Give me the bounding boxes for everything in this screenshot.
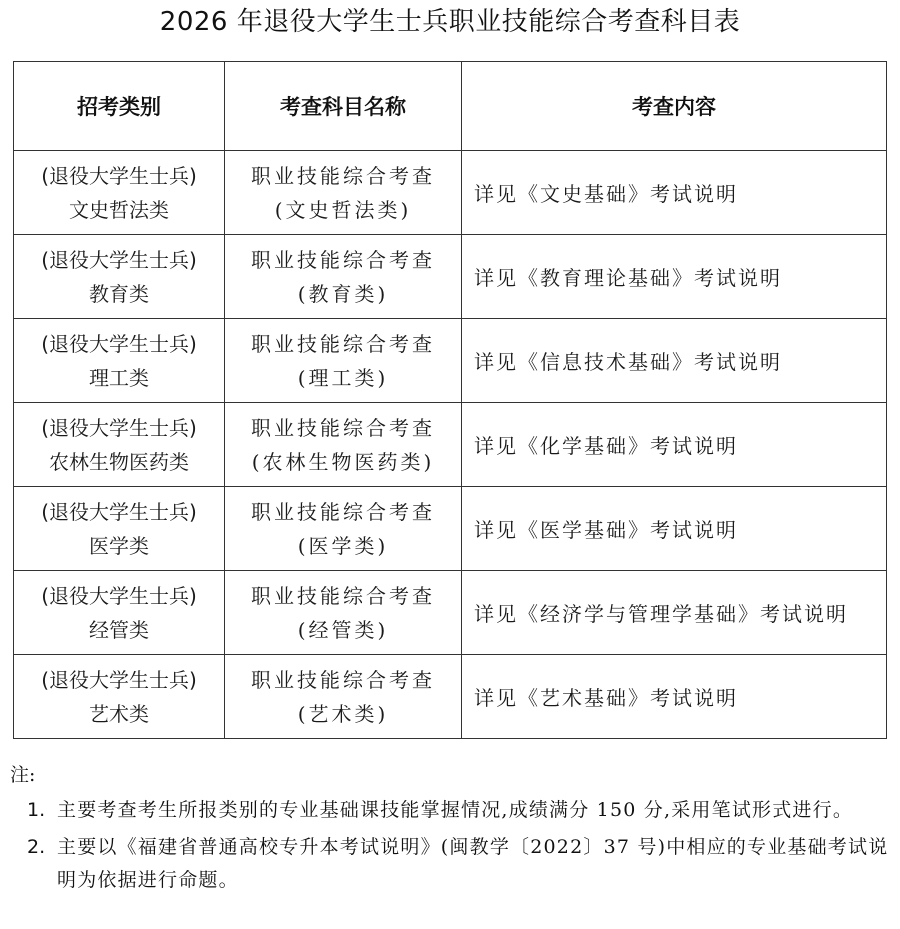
subject-line: (教育类) <box>297 281 389 306</box>
notes-label: 注: <box>10 764 36 786</box>
notes-section <box>10 760 890 897</box>
content-cell: 详见《医学基础》考试说明 <box>462 487 887 571</box>
subject-line: 职业技能综合考查 <box>251 499 435 524</box>
content-cell: 详见《化学基础》考试说明 <box>462 403 887 487</box>
category-cell <box>14 235 225 319</box>
table-header-row <box>14 62 887 151</box>
subject-line: (艺术类) <box>297 701 389 726</box>
header-category: 招考类别 <box>14 62 225 151</box>
subjects-table <box>13 61 887 739</box>
category-cell <box>14 319 225 403</box>
category-cell <box>14 655 225 739</box>
table-row <box>14 655 887 739</box>
subject-line: (文史哲法类) <box>274 197 412 222</box>
content-cell: 详见《信息技术基础》考试说明 <box>462 319 887 403</box>
subject-line: (经管类) <box>297 617 389 642</box>
category-line: 文史哲法类 <box>69 197 169 222</box>
subject-line: (医学类) <box>297 533 389 558</box>
content-cell: 详见《文史基础》考试说明 <box>462 151 887 235</box>
subject-line: 职业技能综合考查 <box>251 415 435 440</box>
category-line: 艺术类 <box>89 701 149 726</box>
subject-cell <box>225 487 462 571</box>
page-title: 2026 年退役大学生士兵职业技能综合考查科目表 <box>159 7 741 37</box>
content-cell: 详见《经济学与管理学基础》考试说明 <box>462 571 887 655</box>
subject-cell <box>225 235 462 319</box>
category-line: 教育类 <box>89 281 149 306</box>
table-row <box>14 235 887 319</box>
table-row <box>14 319 887 403</box>
content-cell: 详见《教育理论基础》考试说明 <box>462 235 887 319</box>
note-text: 主要考查考生所报类别的专业基础课技能掌握情况,成绩满分 150 分,采用笔试形式进行。 <box>57 799 854 821</box>
category-line: 医学类 <box>89 533 149 558</box>
subject-cell <box>225 319 462 403</box>
category-line: (退役大学生士兵) <box>41 163 197 188</box>
subject-cell <box>225 655 462 739</box>
category-line: (退役大学生士兵) <box>41 415 197 440</box>
subject-line: (理工类) <box>297 365 389 390</box>
table-row <box>14 151 887 235</box>
subject-line: 职业技能综合考查 <box>251 331 435 356</box>
category-cell <box>14 403 225 487</box>
note-number: 1. <box>27 799 46 821</box>
subject-line: 职业技能综合考查 <box>251 247 435 272</box>
table-row <box>14 403 887 487</box>
note-item <box>27 794 890 827</box>
subject-line: 职业技能综合考查 <box>251 583 435 608</box>
category-cell <box>14 487 225 571</box>
note-text: 主要以《福建省普通高校专升本考试说明》(闽教学〔2022〕37 号)中相应的专业基础考试说明为依据进行命题。 <box>57 836 889 891</box>
content-cell: 详见《艺术基础》考试说明 <box>462 655 887 739</box>
note-number: 2. <box>27 836 46 858</box>
category-line: 农林生物医药类 <box>49 449 189 474</box>
header-content: 考查内容 <box>462 62 887 151</box>
table-row <box>14 487 887 571</box>
category-line: (退役大学生士兵) <box>41 499 197 524</box>
category-line: (退役大学生士兵) <box>41 583 197 608</box>
category-line: (退役大学生士兵) <box>41 667 197 692</box>
subject-cell <box>225 403 462 487</box>
note-item <box>27 831 890 897</box>
subject-line: (农林生物医药类) <box>251 449 435 474</box>
category-line: (退役大学生士兵) <box>41 247 197 272</box>
header-subject: 考查科目名称 <box>225 62 462 151</box>
category-cell <box>14 151 225 235</box>
subject-cell <box>225 571 462 655</box>
subject-line: 职业技能综合考查 <box>251 163 435 188</box>
table-row <box>14 571 887 655</box>
category-line: 理工类 <box>89 365 149 390</box>
category-line: (退役大学生士兵) <box>41 331 197 356</box>
category-cell <box>14 571 225 655</box>
subject-line: 职业技能综合考查 <box>251 667 435 692</box>
subject-cell <box>225 151 462 235</box>
category-line: 经管类 <box>89 617 149 642</box>
